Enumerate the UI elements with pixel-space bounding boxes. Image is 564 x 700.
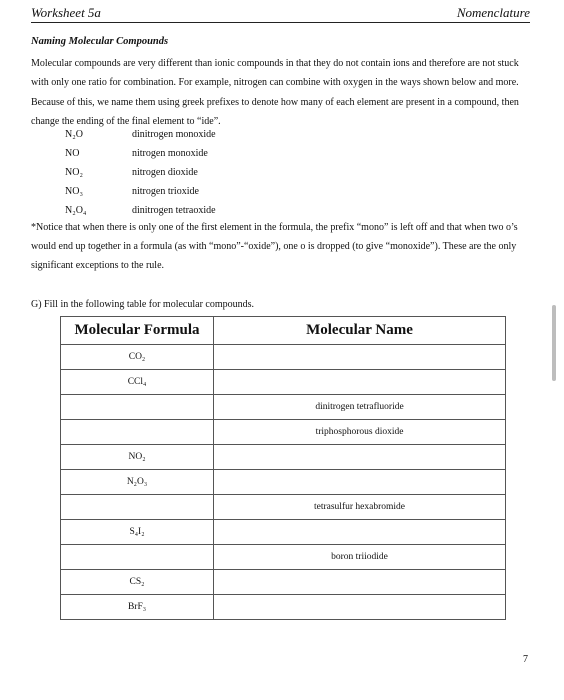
example-name: dinitrogen monoxide: [132, 129, 216, 140]
topic-label: Nomenclature: [456, 5, 530, 20]
formula-column-header: Molecular Formula: [61, 317, 214, 345]
formula-cell[interactable]: BrF₃: [61, 595, 214, 620]
table-row: [61, 420, 506, 445]
vertical-scrollbar[interactable]: [552, 305, 556, 381]
formula-cell[interactable]: NO₂: [61, 445, 214, 470]
worksheet-label: Worksheet 5a: [31, 5, 101, 20]
page-number: 7: [523, 654, 528, 665]
table-row: [61, 595, 506, 620]
table-row: [61, 520, 506, 545]
example-name: nitrogen trioxide: [132, 186, 199, 197]
name-cell[interactable]: dinitrogen tetrafluoride: [214, 395, 506, 420]
table-row: [61, 545, 506, 570]
nomenclature-table: [60, 316, 506, 620]
name-cell[interactable]: [214, 570, 506, 595]
table-row: [61, 495, 506, 520]
table-header-row: [61, 317, 506, 345]
table-row: [61, 345, 506, 370]
question-prompt: G) Fill in the following table for molecular compounds.: [31, 299, 255, 310]
name-cell[interactable]: triphosphorous dioxide: [214, 420, 506, 445]
name-cell[interactable]: [214, 370, 506, 395]
example-formula: NO₃: [65, 186, 83, 197]
name-cell[interactable]: [214, 470, 506, 495]
example-name: nitrogen monoxide: [132, 148, 208, 159]
formula-cell[interactable]: S₄I₂: [61, 520, 214, 545]
name-cell[interactable]: boron triiodide: [214, 545, 506, 570]
example-formula: N₂O: [65, 129, 83, 140]
table-row: [61, 445, 506, 470]
name-cell[interactable]: [214, 345, 506, 370]
formula-cell[interactable]: [61, 420, 214, 445]
name-cell[interactable]: [214, 520, 506, 545]
table-row: [61, 470, 506, 495]
table-row: [61, 370, 506, 395]
example-name: dinitrogen tetraoxide: [132, 205, 216, 216]
example-formula: NO₂: [65, 167, 83, 178]
formula-cell[interactable]: [61, 395, 214, 420]
table-row: [61, 395, 506, 420]
page-header: [31, 4, 530, 23]
notice-paragraph: *Notice that when there is only one of the first element in the formula, the prefix “mono” is left off and that when two o’s would end up together in a formula (as with “mono”-“oxide”), one o is dropped (to give “monoxide”). These are the only significant exceptions to the rule.: [31, 222, 518, 271]
section-title: Naming Molecular Compounds: [31, 36, 169, 47]
formula-cell[interactable]: N₂O₃: [61, 470, 214, 495]
name-column-header: Molecular Name: [214, 317, 506, 345]
formula-cell[interactable]: CS₂: [61, 570, 214, 595]
example-name: nitrogen dioxide: [132, 167, 198, 178]
name-cell[interactable]: [214, 445, 506, 470]
example-formula: NO: [65, 148, 80, 159]
name-cell[interactable]: tetrasulfur hexabromide: [214, 495, 506, 520]
name-cell[interactable]: [214, 595, 506, 620]
example-formula: N₂O₄: [65, 205, 87, 216]
intro-paragraph: Molecular compounds are very different than ionic compounds in that they do not contain ions and therefore are not stuck with only one ratio for combination. For example, nitrogen can combine with oxygen in the ways shown below and more. Because of this, we name them using greek prefixes to denote how many of each element are present in a compound, then change the ending of the final element to “ide”.: [31, 58, 519, 127]
formula-cell[interactable]: [61, 545, 214, 570]
table-row: [61, 570, 506, 595]
formula-cell[interactable]: CCl₄: [61, 370, 214, 395]
formula-cell[interactable]: CO₂: [61, 345, 214, 370]
formula-cell[interactable]: [61, 495, 214, 520]
